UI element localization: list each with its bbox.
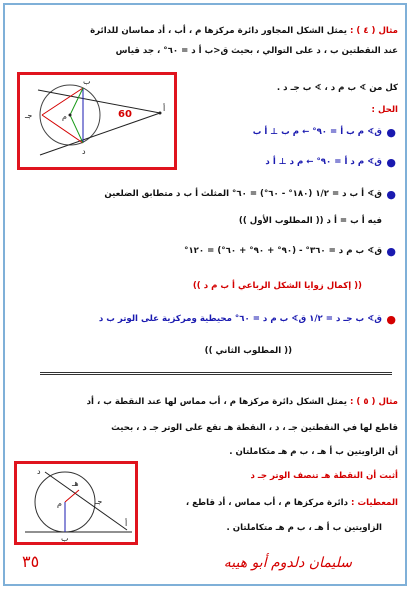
step-2: ق∢ م د أ = ٩٠° ← م د ⊥ أ د	[265, 157, 382, 167]
figure1-label-d: د	[82, 147, 86, 156]
step-3: ق∢ أ ب د = ١/٢ (١٨٠° - ٦٠°) = ٦٠° المثلث أ ب د متطابق الضلعين	[104, 189, 382, 199]
example4-line2: عند النقطتين ب ، د على التوالي ، بحيث ق<ب أ د = ٦٠° ، جد قياس	[115, 46, 398, 56]
bullet-1: ●	[386, 126, 396, 139]
example4-line3: كل من ∢ ب م د ، ∢ ب جـ د .	[276, 83, 398, 93]
example5-line2: قاطع لها في النقطتين جـ ، د ، النقطة هـ تقع على الوتر جـ د ، بحيث	[111, 423, 398, 433]
section-separator	[40, 372, 392, 375]
figure2-label-m: م	[57, 499, 62, 508]
example5-line1: مثال ( ٥ ) : يمثل الشكل دائرة مركزها م ، أب مماس لها عند النقطة ب ، أد	[86, 397, 398, 407]
page-number: ٣٥	[22, 552, 40, 571]
figure1-label-a: أ	[163, 104, 166, 113]
example5-givens: المعطيات : دائرة مركزها م ، أب مماس ، أد قاطع ،	[185, 498, 398, 508]
step-4: فيه أ ب = أ د (( المطلوب الأول ))	[238, 216, 382, 226]
author-signature: سليمان دلدوم أبو هيبه	[223, 555, 352, 571]
example5-givens2: الزاويتين ب أ هـ ، ب م هـ متكاملتان .	[226, 523, 382, 533]
bullet-5: ●	[386, 313, 396, 326]
figure1-label-b: ب	[83, 77, 91, 86]
example4-label: مثال ( ٤ ) :	[349, 26, 398, 36]
figure2-label-j: جـ	[95, 497, 103, 506]
bullet-2: ●	[386, 156, 396, 169]
figure2-label-h: هـ	[72, 479, 79, 488]
example4-line1: مثال ( ٤ ) : يمثل الشكل المجاور دائرة مركزها م ، أب ، أد مماسان للدائرة	[90, 26, 398, 36]
step-7: ق∢ ب جـ د = ١/٢ ق∢ ب م د = ٦٠° محيطية ومركزية على الوتر ب د	[98, 314, 382, 324]
figure1-angle-label: 60	[118, 109, 132, 120]
bullet-3: ●	[386, 188, 396, 201]
figure1-label-j: جـ	[25, 111, 33, 120]
step-1: ق∢ م ب أ = ٩٠° ← م ب ⊥ أ ب	[252, 127, 382, 137]
figure2-label-b: ب	[61, 534, 69, 542]
figure2-label-a: أ	[125, 519, 128, 528]
example5-line3: أن الزاويتين ب أ هـ ، ب م هـ متكاملتان .	[229, 447, 398, 457]
solution-label: الحل :	[371, 105, 398, 115]
step-6: (( إكمال زوايا الشكل الرباعي أ ب م د ))	[192, 281, 362, 291]
figure1-label-m: م	[62, 112, 67, 121]
example5-label: مثال ( ٥ ) :	[349, 397, 398, 407]
bullet-4: ●	[386, 245, 396, 258]
figure2-label-d: د	[37, 467, 41, 476]
figure1-circle-tangents	[20, 75, 174, 167]
step-5: ق∢ ب م د = ٣٦٠° - (٩٠° + ٩٠° + ٦٠°) = ١٢٠°	[184, 246, 382, 256]
example5-prove: أثبت أن النقطة هـ تنصف الوتر جـ د	[250, 471, 398, 481]
figure2-box	[14, 461, 138, 545]
figure2-circle-secant	[17, 464, 135, 542]
step-8: (( المطلوب الثاني ))	[204, 346, 292, 356]
